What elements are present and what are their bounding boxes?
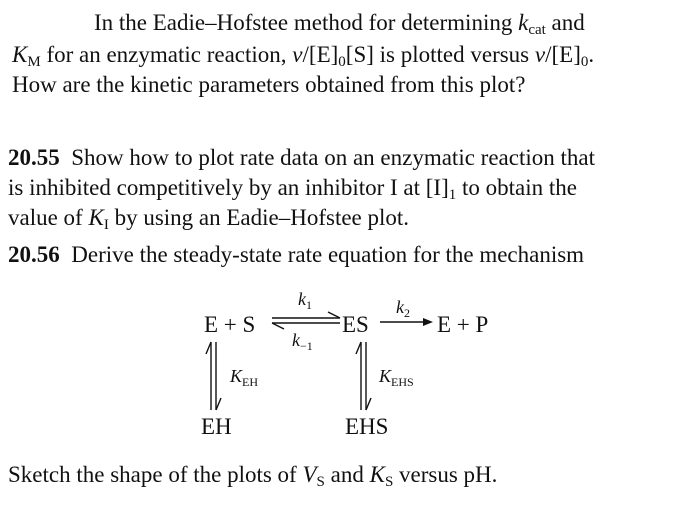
rate-constant-k1: $k_1$ — [298, 289, 312, 312]
problem-20-55-line-3: value of $K_I$ by using an Eadie–Hofstee plot. — [8, 205, 410, 233]
rate-constant-k2: $k_2$ — [396, 297, 410, 320]
dissociation-constant-keh: $K_{EH}$ — [230, 366, 259, 389]
final-instruction: Sketch the shape of the plots of $V_S$ and $K_S$ versus pH. — [8, 462, 498, 490]
species-es: ES — [342, 312, 369, 337]
species-e-plus-p: E + P — [437, 312, 489, 337]
dissociation-constant-kehs: $K_{EHS}$ — [379, 366, 414, 389]
equilibrium-arrow-kehs — [356, 342, 371, 410]
rate-constant-k-minus-1: $k_{-1}$ — [292, 330, 313, 353]
species-ehs: EHS — [345, 414, 389, 439]
intro-line-3: How are the kinetic parameters obtained from this plot? — [12, 72, 526, 97]
problem-20-55-line-2: is inhibited competitively by an inhibitor I at $[I]_1$ to obtain the — [8, 175, 577, 203]
problem-number-20-55: 20.55 — [8, 145, 60, 170]
equilibrium-arrow-k1 — [272, 312, 340, 329]
species-e-plus-s: E + S — [204, 312, 256, 337]
problem-20-56-line: 20.56 Derive the steady-state rate equation for the mechanism — [8, 242, 585, 267]
intro-line-1: In the Eadie–Hofstee method for determining $k_{cat}$ and — [94, 10, 585, 38]
problem-number-20-56: 20.56 — [8, 242, 60, 267]
problem-20-55-line-1: 20.55 Show how to plot rate data on an enzymatic reaction that — [8, 145, 595, 170]
species-eh: EH — [201, 414, 232, 439]
intro-line-2: $K_M$ for an enzymatic reaction, $v/[E]_0[S]$ is plotted versus $v/[E]_0$. — [12, 42, 595, 70]
equilibrium-arrow-keh — [206, 342, 221, 410]
